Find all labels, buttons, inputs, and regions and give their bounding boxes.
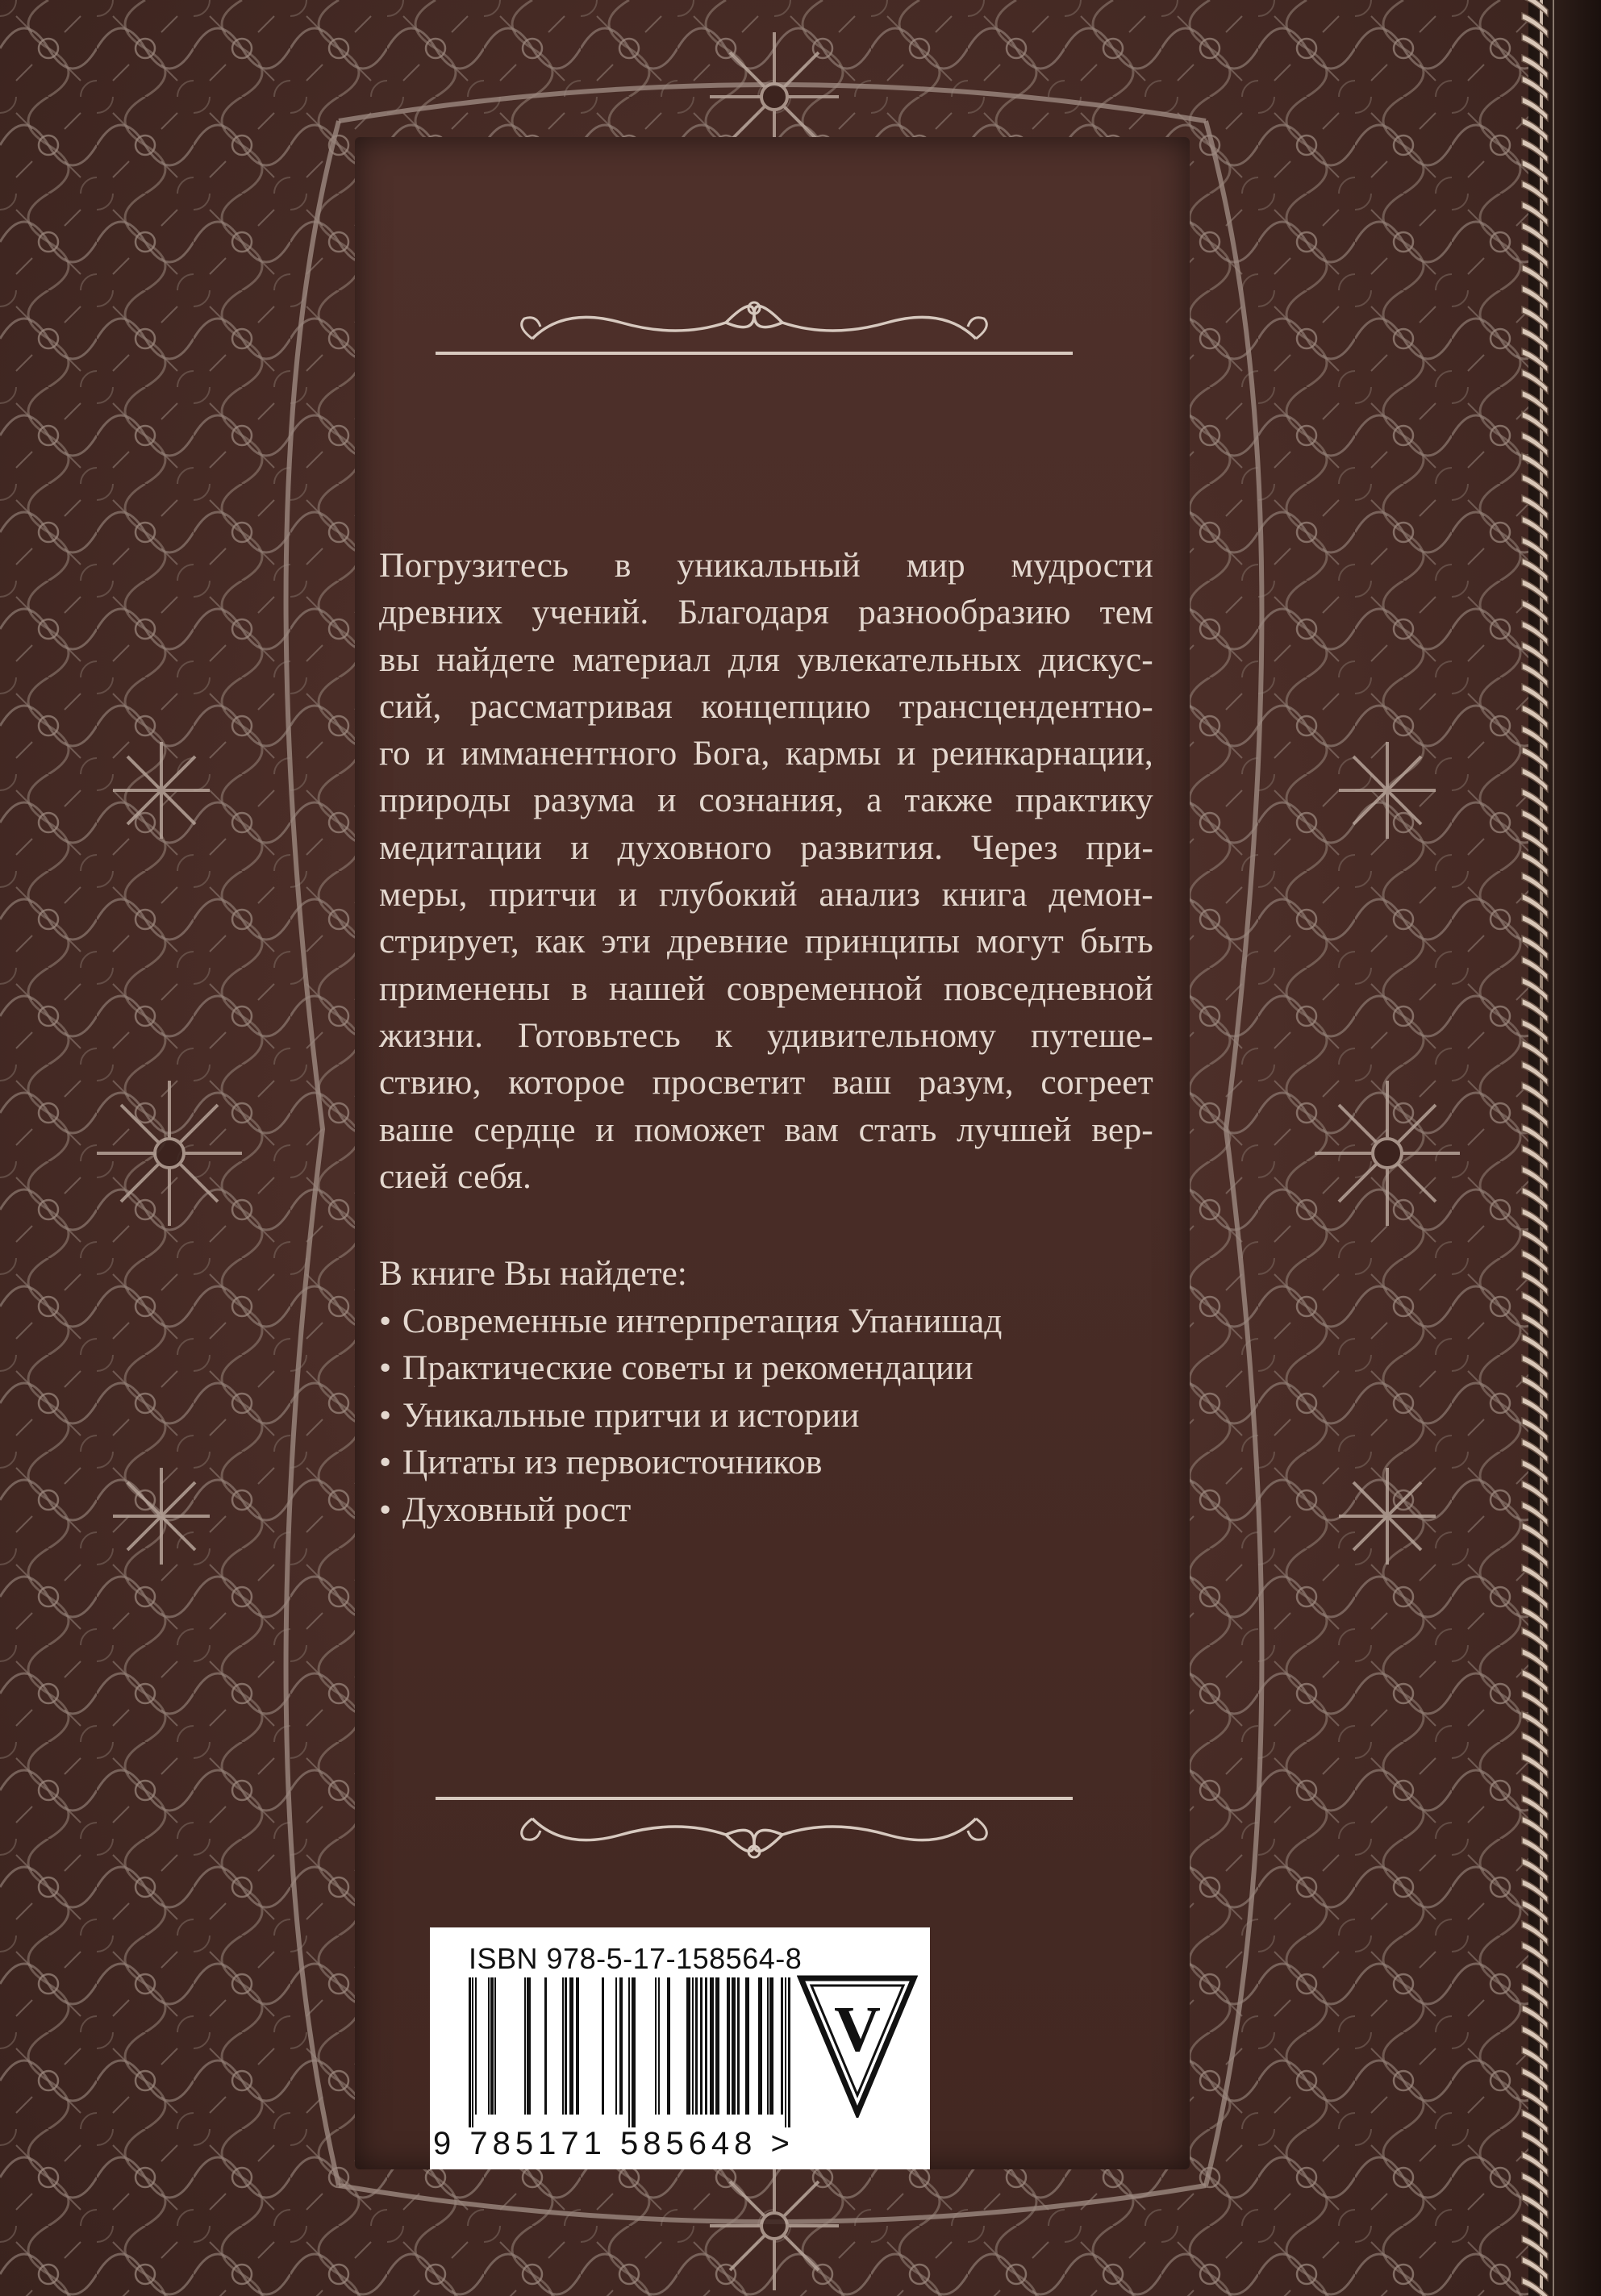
rope-twist: [1522, 768, 1548, 792]
rope-twist: [1522, 1669, 1548, 1694]
barcode-bar: [715, 1977, 719, 2115]
rope-twist: [1522, 1313, 1548, 1337]
barcode-bar: [475, 1977, 477, 2115]
rope-twist: [1522, 2005, 1548, 2029]
publisher-logo: [797, 1974, 918, 2118]
rope-twist: [1522, 2236, 1548, 2260]
rope-twist: [1522, 1795, 1548, 1819]
rope-twist: [1522, 1942, 1548, 1966]
barcode-bar: [758, 1977, 762, 2115]
rope-twist: [1522, 97, 1548, 121]
list-item-label: Практические советы и рекомендации: [402, 1348, 974, 1387]
description-line: вы найдете материал для увлекательных дискус-: [379, 640, 1153, 679]
rope-twist: [1522, 1858, 1548, 1882]
rope-twist: [1522, 1963, 1548, 1987]
rope-twist: [1522, 1019, 1548, 1044]
barcode-bar: [615, 1977, 617, 2115]
rope-twist: [1522, 265, 1548, 289]
rope-twist: [1522, 1208, 1548, 1232]
rope-twist: [1522, 1900, 1548, 1924]
description-line: сией себя.: [379, 1156, 532, 1196]
barcode-bar: [727, 1977, 730, 2115]
rope-twist: [1522, 285, 1548, 310]
rope-twist: [1522, 1732, 1548, 1756]
rope-twist: [1522, 139, 1548, 163]
barcode-bar: [785, 1977, 786, 2127]
barcode-bar: [700, 1977, 703, 2115]
rope-twist: [1522, 1355, 1548, 1379]
rope-twist: [1522, 1984, 1548, 2008]
isbn-number: ISBN 978-5-17-158564-8: [469, 1942, 803, 1975]
list-item-label: Уникальные притчи и истории: [402, 1395, 860, 1435]
barcode-bar: [490, 1977, 494, 2115]
rope-twist: [1522, 1879, 1548, 1903]
rope-twist: [1522, 2215, 1548, 2239]
barcode-bar: [769, 1977, 773, 2115]
rope-twist: [1522, 1481, 1548, 1505]
barcode-bar: [628, 1977, 630, 2127]
rope-twist: [1522, 2026, 1548, 2050]
rope-twist: [1522, 2256, 1548, 2281]
rope-twist: [1522, 558, 1548, 582]
list-item-label: Духовный рост: [402, 1490, 632, 1529]
barcode-bar: [658, 1977, 660, 2115]
rope-twist: [1522, 453, 1548, 477]
rope-twist: [1522, 1690, 1548, 1715]
description-line: сий, рассматривая концепцию трансцендентно-: [379, 686, 1153, 726]
rope-twist: [1522, 1397, 1548, 1421]
barcode-bar: [655, 1977, 657, 2115]
barcode-bar: [544, 1977, 547, 2115]
rope-twist: [1522, 1565, 1548, 1589]
barcode-bar: [767, 1977, 769, 2115]
rope-twist: [1522, 894, 1548, 918]
list-item: [379, 1439, 1153, 1486]
rope-twist: [1522, 1376, 1548, 1400]
rope-twist: [1522, 663, 1548, 687]
barcode-bar: [562, 1977, 564, 2115]
barcode-bar: [745, 1977, 749, 2115]
rope-twist: [1522, 789, 1548, 813]
rope-twist: [1522, 1439, 1548, 1463]
rope-twist: [1522, 76, 1548, 100]
rope-twist: [1522, 2277, 1548, 2296]
isbn-barcode-box: [430, 1927, 930, 2169]
rope-twist: [1522, 600, 1548, 624]
barcode-bar: [692, 1977, 694, 2115]
rope-twist: [1522, 1229, 1548, 1253]
description-text: [379, 542, 1153, 1200]
rope-twist: [1522, 2152, 1548, 2176]
rope-twist: [1522, 2068, 1548, 2092]
rope-twist: [1522, 202, 1548, 226]
description-line: го и имманентного Бога, кармы и реинкарнации,: [379, 734, 1153, 773]
rope-twist: [1522, 306, 1548, 331]
barcode-bar: [494, 1977, 496, 2115]
bullet-icon: •: [379, 1490, 392, 1529]
description-line: жизни. Готовьтесь к удивительному путеше-: [379, 1015, 1153, 1055]
rope-twist: [1522, 1250, 1548, 1274]
features-list-title: В книге Вы найдете:: [379, 1254, 687, 1293]
rope-twist: [1522, 1124, 1548, 1148]
description-line: природы разума и сознания, а также практику: [379, 781, 1153, 820]
top-flourish-divider: [436, 290, 1073, 379]
barcode-bar: [469, 1977, 471, 2127]
rope-twist: [1522, 327, 1548, 352]
rope-twist: [1522, 873, 1548, 897]
rope-twist: [1522, 2194, 1548, 2218]
rope-twist: [1522, 1271, 1548, 1295]
rope-twist: [1522, 747, 1548, 771]
barcode-bar: [619, 1977, 623, 2115]
bullet-icon: •: [379, 1395, 392, 1435]
rope-twist: [1522, 244, 1548, 268]
ean-digits: 9 785171 585648 >: [433, 2126, 794, 2161]
rope-twist: [1522, 2089, 1548, 2113]
description-line: меры, притчи и глубокий анализ книга демон-: [379, 875, 1153, 915]
rope-twist: [1522, 369, 1548, 394]
rope-twist: [1522, 1145, 1548, 1169]
rope-twist: [1522, 684, 1548, 708]
bottom-flourish-divider: [436, 1782, 1073, 1871]
rope-twist: [1522, 977, 1548, 1002]
rope-twist: [1522, 2047, 1548, 2071]
rope-twist: [1522, 935, 1548, 960]
rope-twist: [1522, 118, 1548, 142]
barcode-bar: [576, 1977, 579, 2115]
barcode-bar: [732, 1977, 736, 2115]
rope-twist: [1522, 1586, 1548, 1610]
rope-twist: [1522, 34, 1548, 58]
rope-twist: [1522, 1187, 1548, 1211]
barcode-bar: [632, 1977, 636, 2127]
rope-twist: [1522, 223, 1548, 247]
rope-twist: [1522, 0, 1548, 16]
rope-twist: [1522, 1334, 1548, 1358]
barcode-bar: [705, 1977, 707, 2115]
barcode-bar: [781, 1977, 783, 2115]
list-item: [379, 1298, 1153, 1345]
rope-twist: [1522, 1040, 1548, 1065]
rope-twist: [1522, 1061, 1548, 1085]
rope-twist: [1522, 1460, 1548, 1484]
rope-twist: [1522, 1816, 1548, 1840]
rope-twist: [1522, 1774, 1548, 1798]
list-item: [379, 1486, 1153, 1534]
rope-twist: [1522, 1103, 1548, 1127]
rope-twist: [1522, 1837, 1548, 1861]
rope-twist: [1522, 411, 1548, 435]
rope-twist: [1522, 1166, 1548, 1190]
barcode-bar: [686, 1977, 690, 2115]
spine-edge-line: [1553, 0, 1554, 2296]
list-item-label: Цитаты из первоисточников: [402, 1443, 823, 1481]
rope-twist: [1522, 810, 1548, 834]
rope-twist: [1522, 579, 1548, 603]
rope-twist: [1522, 432, 1548, 456]
rope-twist: [1522, 55, 1548, 79]
rope-twist: [1522, 831, 1548, 855]
rope-twist: [1522, 474, 1548, 498]
rope-twist: [1522, 726, 1548, 750]
barcode-bar: [527, 1977, 531, 2115]
list-item-label: Современные интерпретация Упанишад: [402, 1301, 1003, 1340]
barcode-bar: [488, 1977, 490, 2115]
rope-twist: [1522, 1648, 1548, 1673]
rope-twist: [1522, 160, 1548, 184]
barcode-image: [469, 1977, 791, 2127]
rope-twist: [1522, 1606, 1548, 1631]
barcode-bar: [788, 1977, 790, 2127]
rope-twist: [1522, 516, 1548, 540]
description-line: ваше сердце и поможет вам стать лучшей вер-: [379, 1110, 1153, 1149]
rope-twist: [1522, 2110, 1548, 2134]
rope-twist: [1522, 1502, 1548, 1526]
rope-twist: [1522, 956, 1548, 981]
rope-twist: [1522, 1753, 1548, 1777]
rope-twist: [1522, 621, 1548, 645]
rope-twist: [1522, 1627, 1548, 1652]
description-line: применены в нашей современной повседневной: [379, 969, 1153, 1008]
rope-twist: [1522, 705, 1548, 729]
rope-twist: [1522, 181, 1548, 205]
rope-twist: [1522, 1544, 1548, 1568]
bullet-icon: •: [379, 1443, 392, 1481]
rope-twist: [1522, 2131, 1548, 2155]
rope-twist: [1522, 1292, 1548, 1316]
rope-twist: [1522, 1711, 1548, 1736]
barcode-bar: [667, 1977, 670, 2115]
description-line: Погрузитесь в уникальный мир мудрости: [379, 546, 1153, 585]
rope-trim: [1519, 0, 1551, 2296]
rope-twist: [1522, 1921, 1548, 1945]
rope-twist: [1522, 1523, 1548, 1547]
rope-twist: [1522, 495, 1548, 519]
rope-twist: [1522, 537, 1548, 561]
publisher-logo-letter: V: [834, 1994, 881, 2065]
description-line: ствию, которое просветит ваш разум, согреет: [379, 1063, 1153, 1102]
barcode-bar: [710, 1977, 714, 2115]
barcode-bar: [737, 1977, 740, 2115]
rope-twist: [1522, 998, 1548, 1023]
barcode-bar: [565, 1977, 567, 2115]
rope-twist: [1522, 852, 1548, 876]
barcode-bar: [695, 1977, 698, 2115]
barcode-bar: [472, 1977, 473, 2127]
description-line: древних учений. Благодаря разнообразию тем: [379, 593, 1153, 632]
rope-twist: [1522, 13, 1548, 37]
barcode-bar: [602, 1977, 604, 2115]
bullet-icon: •: [379, 1348, 392, 1387]
bullet-icon: •: [379, 1301, 392, 1340]
barcode-bar: [569, 1977, 573, 2115]
list-item: [379, 1344, 1153, 1392]
rope-twist: [1522, 915, 1548, 939]
rope-twist: [1522, 390, 1548, 415]
features-list: [379, 1250, 1153, 1533]
rope-twist: [1522, 642, 1548, 666]
list-item: [379, 1392, 1153, 1440]
rope-twist: [1522, 1082, 1548, 1106]
rope-twist: [1522, 2173, 1548, 2197]
rope-twist: [1522, 348, 1548, 373]
description-line: стрирует, как эти древние принципы могут быть: [379, 922, 1153, 961]
barcode-bar: [524, 1977, 526, 2115]
rope-twist: [1522, 1418, 1548, 1442]
description-line: медитации и духовного развития. Через при-: [379, 827, 1153, 867]
